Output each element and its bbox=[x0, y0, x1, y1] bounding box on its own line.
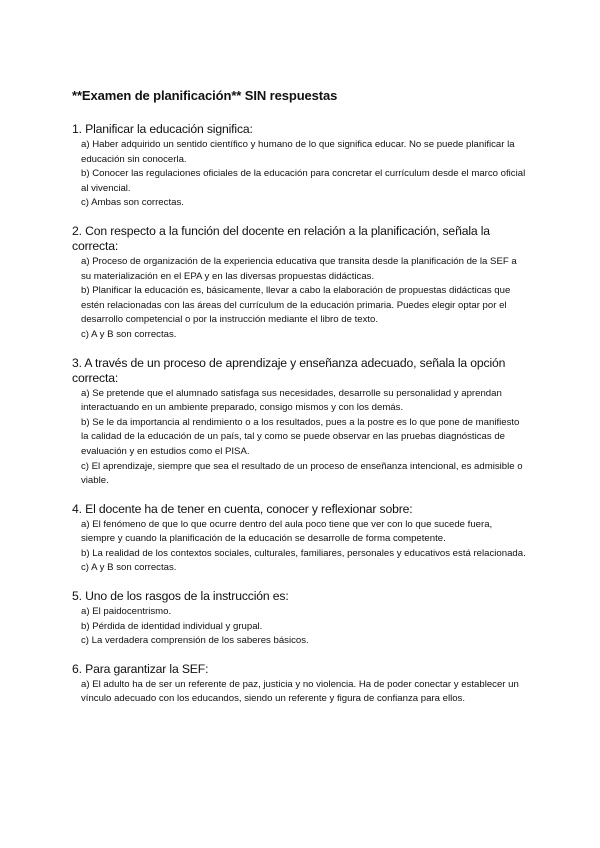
option-c: c) La verdadera comprensión de los saberes básicos. bbox=[81, 635, 309, 647]
question-3 bbox=[72, 356, 526, 489]
option-b: b) Planificar la educación es, básicamente, llevar a cabo la elaboración de propuestas didácticas que estén relacionadas con las áreas del currículum de la educación primaria. Puedes elegir optar por el desarrollo competencial o por la instrucción mediante el libro de texto. bbox=[81, 285, 511, 326]
question-text: 6. Para garantizar la SEF: bbox=[72, 661, 209, 676]
option-c: c) A y B son correctas. bbox=[81, 328, 177, 340]
option-a: a) Haber adquirido un sentido científico y humano de lo que significa educar. No se puede planificar la educación sin conocerla. bbox=[81, 139, 515, 165]
document-title: **Examen de planificación** SIN respuestas bbox=[72, 88, 338, 103]
option-a: a) El adulto ha de ser un referente de paz, justicia y no violencia. Ha de poder conectar y establecer un vínculo adecuado con los educandos, siendo un referente y figura de confianza para ellos. bbox=[81, 678, 519, 705]
question-text: 5. Uno de los rasgos de la instrucción es: bbox=[72, 589, 289, 604]
option-b: b) Se le da importancia al rendimiento o a los resultados, pues a la postre es lo que pone de manifiesto la calidad de la educación de un país, tal y como se puede observar en las pruebas diagnósticas de evaluación y en estudios como el PISA. bbox=[81, 416, 520, 457]
question-5 bbox=[72, 589, 526, 649]
option-b: b) La realidad de los contextos sociales, culturales, familiares, personales y educativos está relacionada. bbox=[81, 547, 526, 559]
option-a: a) El fenómeno de que lo que ocurre dentro del aula poco tiene que ver con lo que sucede fuera, siempre y cuando la planificación de la educación se desarrolle de forma competente. bbox=[81, 518, 493, 545]
question-2 bbox=[72, 224, 526, 343]
option-a: a) Proceso de organización de la experiencia educativa que transita desde la planificación de la SEF a su materialización en el EPA y en las diversas propuestas didácticas. bbox=[81, 255, 517, 282]
option-c: c) A y B son correctas. bbox=[81, 562, 177, 574]
question-text: 4. El docente ha de tener en cuenta, conocer y reflexionar sobre: bbox=[72, 501, 413, 516]
question-text: 3. A través de un proceso de aprendizaje y enseñanza adecuado, señala la opción correcta: bbox=[72, 355, 506, 385]
question-4 bbox=[72, 502, 526, 576]
question-1 bbox=[72, 122, 526, 211]
option-c: c) Ambas son correctas. bbox=[81, 197, 184, 209]
option-b: b) Conocer las regulaciones oficiales de la educación para concretar el currículum desde el marco oficial al vivencial. bbox=[81, 168, 526, 194]
option-a: a) El paidocentrismo. bbox=[81, 606, 172, 618]
option-b: b) Pérdida de identidad individual y grupal. bbox=[81, 620, 263, 632]
question-6 bbox=[72, 662, 526, 707]
option-a: a) Se pretende que el alumnado satisfaga sus necesidades, desarrolle su personalidad y aprendan interactuando en un ambiente preparado, consigo mismos y con los demás. bbox=[81, 387, 502, 414]
question-text: 1. Planificar la educación significa: bbox=[72, 122, 253, 136]
question-text: 2. Con respecto a la función del docente en relación a la planificación, señala la correcta: bbox=[72, 223, 490, 253]
option-c: c) El aprendizaje, siempre que sea el resultado de un proceso de enseñanza intencional, es admisible o viable. bbox=[81, 460, 523, 487]
